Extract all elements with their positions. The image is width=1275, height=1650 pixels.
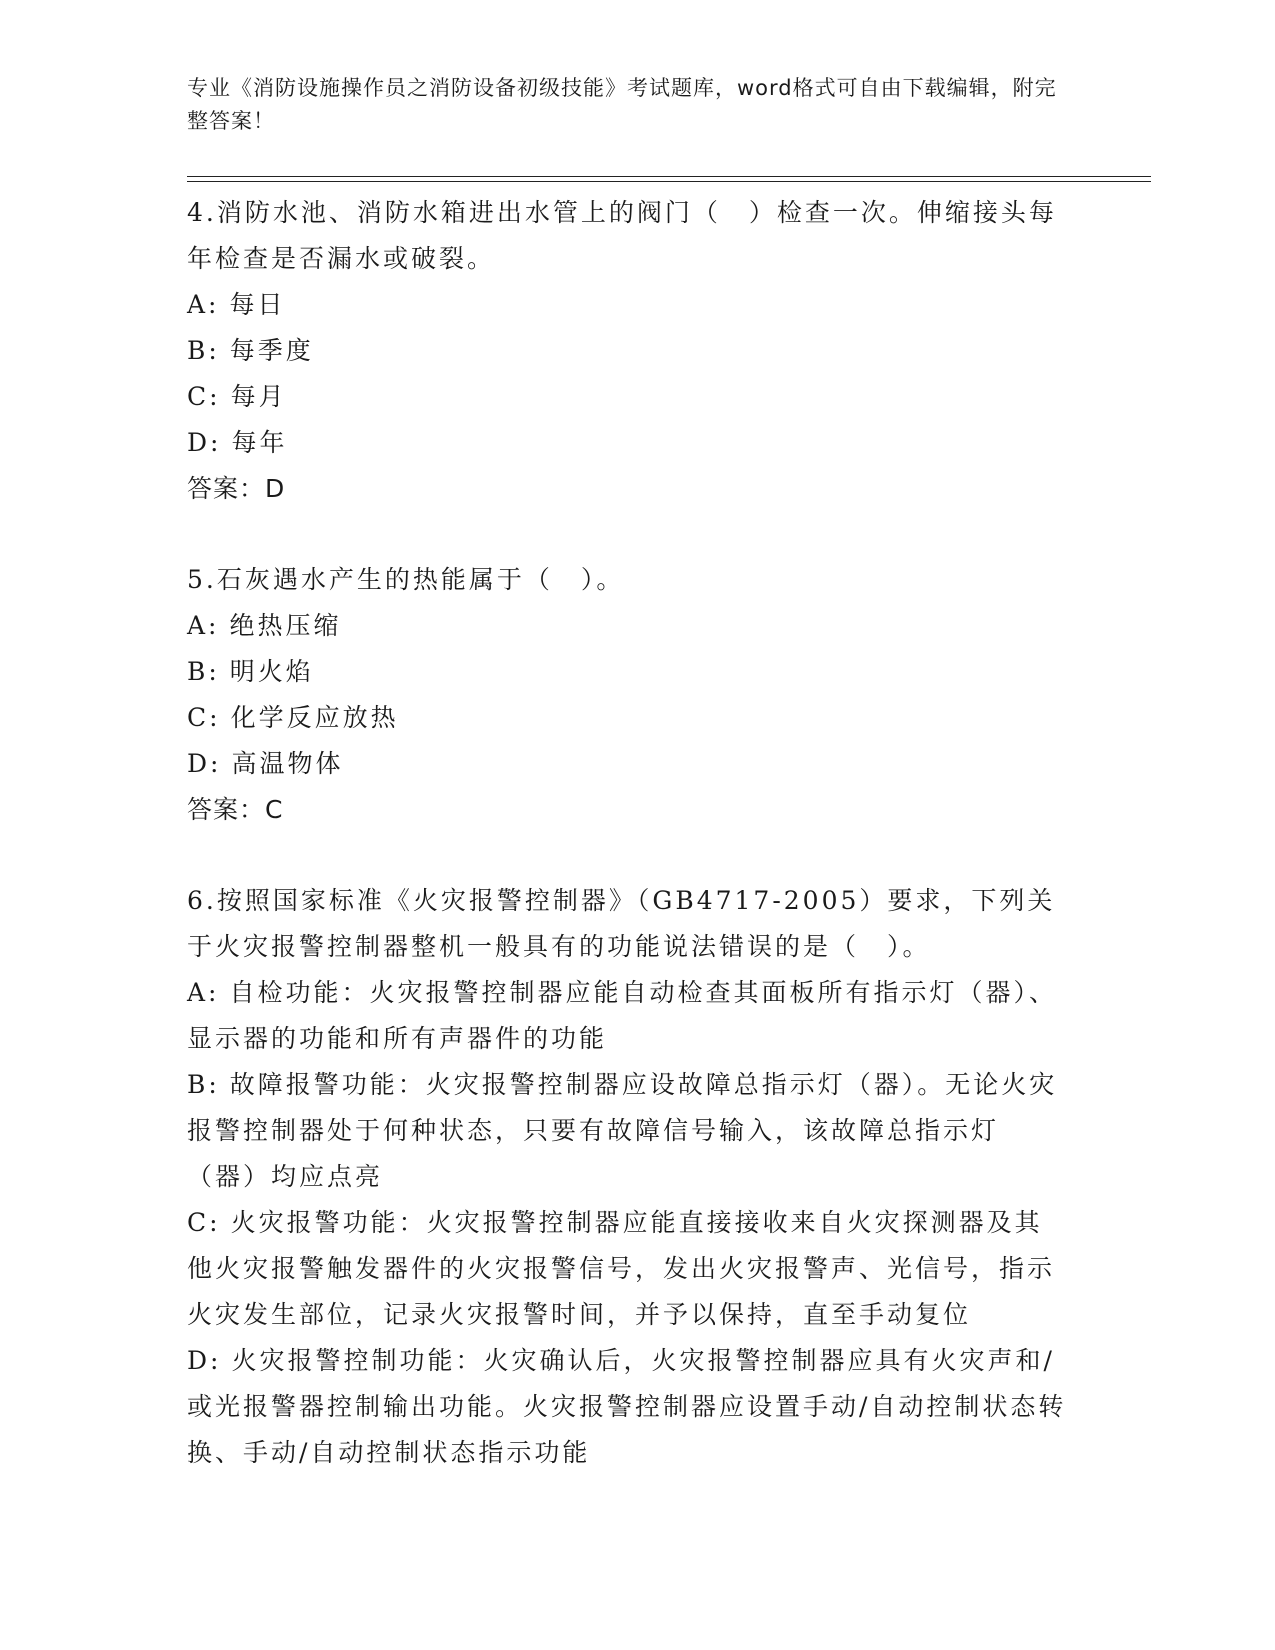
question-5 [187,557,1067,833]
option-d [187,1338,1067,1476]
question-6 [187,878,1067,1476]
option-text: 绝热压缩 [229,611,342,640]
option-c [187,374,1067,420]
question-stem: 6.按照国家标准《火灾报警控制器》（GB4717-2005）要求，下列关于火灾报警控制器整机一般具有的功能说法错误的是（ ）。 [187,886,1056,961]
option-text: 每月 [230,382,287,411]
option-text: 每季度 [229,336,314,365]
option-c [187,1200,1067,1338]
question-4 [187,190,1067,512]
answer-line: 答案：C [187,795,284,824]
option-letter: A: [187,978,220,1007]
question-list [187,190,1067,1521]
option-letter: C: [187,703,221,732]
option-letter: A: [187,290,220,319]
question-stem: 5.石灰遇水产生的热能属于（ ）。 [187,565,625,594]
option-text: 火灾报警控制功能：火灾确认后，火灾报警控制器应具有火灾声和/或光报警器控制输出功能。火灾报警控制器应设置手动/自动控制状态转换、手动/自动控制状态指示功能 [187,1346,1067,1467]
option-b [187,649,1067,695]
option-text: 高温物体 [231,749,344,778]
option-text: 自检功能：火灾报警控制器应能自动检查其面板所有指示灯（器）、显示器的功能和所有声器件的功能 [187,978,1057,1053]
header-divider [187,176,1151,182]
page-header: 专业《消防设施操作员之消防设备初级技能》考试题库，word格式可自由下载编辑，附完整答案！ [187,76,1057,133]
option-letter: C: [187,1208,221,1237]
option-text: 化学反应放热 [230,703,399,732]
option-text: 每年 [231,428,288,457]
option-letter: C: [187,382,221,411]
option-b [187,1062,1067,1200]
question-stem: 4.消防水池、消防水箱进出水管上的阀门（ ）检查一次。伸缩接头每年检查是否漏水或破裂。 [187,198,1057,273]
option-a [187,970,1067,1062]
option-a [187,603,1067,649]
option-letter: D: [187,1346,222,1375]
option-letter: A: [187,611,220,640]
option-letter: B: [187,1070,220,1099]
option-letter: B: [187,657,220,686]
option-a [187,282,1067,328]
option-b [187,328,1067,374]
option-d [187,420,1067,466]
option-text: 故障报警功能：火灾报警控制器应设故障总指示灯（器）。无论火灾报警控制器处于何种状态，只要有故障信号输入，该故障总指示灯（器）均应点亮 [187,1070,1058,1191]
option-text: 火灾报警功能：火灾报警控制器应能直接接收来自火灾探测器及其他火灾报警触发器件的火灾报警信号，发出火灾报警声、光信号，指示火灾发生部位，记录火灾报警时间，并予以保持，直至手动复位 [187,1208,1056,1329]
option-text: 每日 [229,290,286,319]
option-letter: D: [187,749,222,778]
option-letter: B: [187,336,220,365]
option-d [187,741,1067,787]
option-text: 明火焰 [229,657,314,686]
option-c [187,695,1067,741]
option-letter: D: [187,428,222,457]
answer-line: 答案：D [187,474,286,503]
